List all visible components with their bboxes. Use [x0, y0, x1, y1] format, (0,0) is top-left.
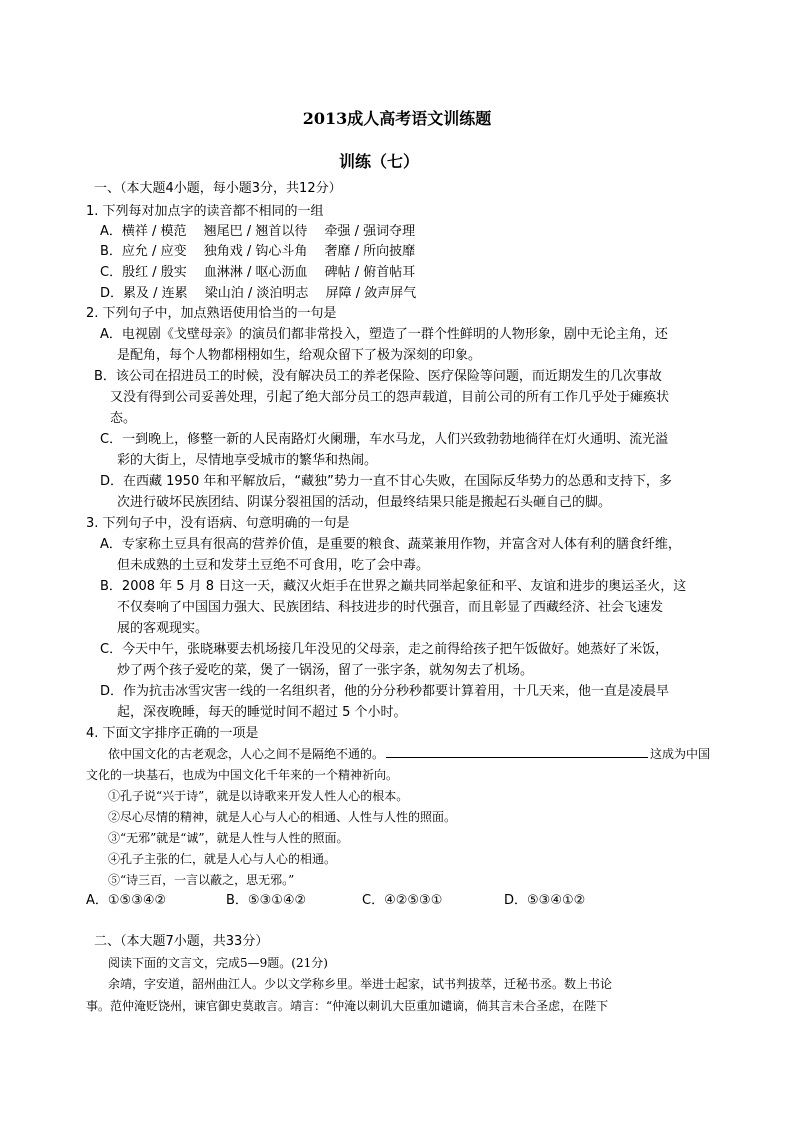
q1-stem: 1. 下列每对加点字的读音都不相同的一组: [86, 204, 324, 219]
q2-option-a-line2: 是配角，每个人物都栩栩如生，给观众留下了极为深刻的印象。: [117, 348, 482, 363]
q3-option-c-line1: C．今天中午，张晓琳要去机场接几年没见的父母亲，走之前得给孩子把午饭做好。她蒸好了米饭，: [100, 642, 669, 657]
q2-option-c-line1: C．一到晚上，修整一新的人民南路灯火阑珊，车水马龙，人们兴致勃勃地徜徉在灯火通明、流光溢: [100, 432, 669, 447]
q3-option-a-line2: 但未成熟的土豆和发芽土豆绝不可食用，吃了会中毒。: [117, 558, 430, 573]
q3-option-b-line1: B．2008 年 5 月 8 日这一天，藏汉火炬手在世界之巅共同举起象征和平、友谊和进步的奥运圣火，这: [100, 579, 687, 594]
section2-intro: 阅读下面的文言文，完成5—9题。(21分): [108, 956, 328, 970]
q2-stem: 2. 下列句子中，加点熟语使用恰当的一句是: [86, 306, 337, 321]
section2-heading: 二、（本大题7小题，共33分）: [94, 934, 269, 949]
q4-option-d: D．⑤③④①②: [504, 893, 586, 908]
q1-option-d: D．累及 / 连累 梁山泊 / 淡泊明志 屏障 / 敛声屏气: [100, 286, 417, 301]
q1-option-c: C．殷红 / 殷实 血淋淋 / 呕心沥血 碑帖 / 俯首帖耳: [100, 265, 416, 280]
q2-option-d-line2: 次进行破坏民族团结、阴谋分裂祖国的活动，但最终结果只能是搬起石头砸自己的脚。: [117, 495, 612, 510]
section1-heading: 一、（本大题4小题，每小题3分，共12分）: [94, 181, 342, 196]
q4-option-c: C．④②⑤③①: [362, 893, 443, 908]
q4-passage-line1: [108, 746, 710, 762]
q4-item-4: ④孔子主张的仁，就是人心与人心的相通。: [108, 852, 337, 866]
q4-passage-after-blank: 这成为中国: [650, 747, 711, 761]
q2-option-b-line3: 态。: [110, 411, 137, 426]
classical-text-line2: 事。范仲淹贬饶州，谏官御史莫敢言。靖言：“仲淹以刺讥大臣重加谴谪，倘其言未合圣虑，在陛下: [86, 999, 609, 1013]
q2-option-b-line2: 又没有得到公司妥善处理，引起了绝大部分员工的怨声载道，目前公司的所有工作几乎处于瘫痪状: [110, 390, 670, 405]
q3-option-a-line1: A．专家称土豆具有很高的营养价值，是重要的粮食、蔬菜兼用作物，并富含对人体有利的膳食纤维，: [100, 537, 681, 552]
document-title: 2013成人高考语文训练题: [302, 109, 492, 128]
q3-option-d-line1: D．作为抗击冰雪灾害一线的一名组织者，他的分分秒秒都要计算着用，十几天来，他一直是凌晨早: [100, 684, 670, 699]
q4-item-2: ②尽心尽情的精神，就是人心与人心的相通、人性与人性的照面。: [108, 810, 457, 824]
document-subtitle: 训练（七）: [338, 152, 419, 171]
q3-option-b-line3: 展的客观现实。: [117, 621, 209, 636]
q4-passage-line2: 文化的一块基石，也成为中国文化千年来的一个精神祈向。: [86, 768, 399, 782]
q4-item-1: ①孔子说“兴于诗”，就是以诗歌来开发人性人心的根本。: [108, 789, 409, 803]
q2-option-c-line2: 彩的大街上，尽情地享受城市的繁华和热闹。: [117, 453, 378, 468]
q4-item-5: ⑤“诗三百，一言以蔽之，思无邪。”: [108, 873, 295, 887]
classical-text-line1: 余靖，字安道，韶州曲江人。少以文学称乡里。举进士起家，试书判拔萃，迁秘书丞。数上书论: [108, 977, 613, 991]
q3-option-c-line2: 炒了两个孩子爱吃的菜，煲了一锅汤，留了一张字条，就匆匆去了机场。: [117, 663, 534, 678]
q4-stem: 4. 下面文字排序正确的一项是: [86, 726, 259, 741]
q4-passage-before-blank: 依中国文化的古老观念，人心之间不是隔绝不通的。: [108, 747, 385, 761]
q3-option-d-line2: 起，深夜晚睡，每天的睡觉时间不超过 5 个小时。: [117, 705, 407, 720]
q3-option-b-line2: 不仅奏响了中国国力强大、民族团结、科技进步的时代强音，而且彰显了西藏经济、社会飞速发: [117, 600, 664, 615]
q4-answer-blank: [386, 746, 648, 758]
q2-option-d-line1: D．在西藏 1950 年和平解放后，“藏独”势力一直不甘心失败，在国际反华势力的怂恿和支持下，多: [100, 474, 672, 489]
q4-item-3: ③“无邪”就是“诚”，就是人性与人性的照面。: [108, 831, 349, 845]
q3-stem: 3. 下列句子中，没有语病、句意明确的一句是: [86, 516, 350, 531]
q4-option-b: B．⑤③①④②: [226, 893, 307, 908]
q2-option-a-line1: A．电视剧《戈壁母亲》的演员们都非常投入，塑造了一群个性鲜明的人物形象，剧中无论主角，还: [100, 327, 668, 342]
q1-option-b: B．应允 / 应变 独角戏 / 钩心斗角 奢靡 / 所向披靡: [100, 244, 416, 259]
q2-option-b-line1: B．该公司在招进员工的时候，没有解决员工的养老保险、医疗保险等问题，而近期发生的几次事故: [94, 369, 662, 384]
q1-option-a: A．横祥 / 模范 翘尾巴 / 翘首以待 牵强 / 强词夺理: [100, 224, 416, 239]
q4-option-a: A．①⑤③④②: [86, 893, 167, 908]
